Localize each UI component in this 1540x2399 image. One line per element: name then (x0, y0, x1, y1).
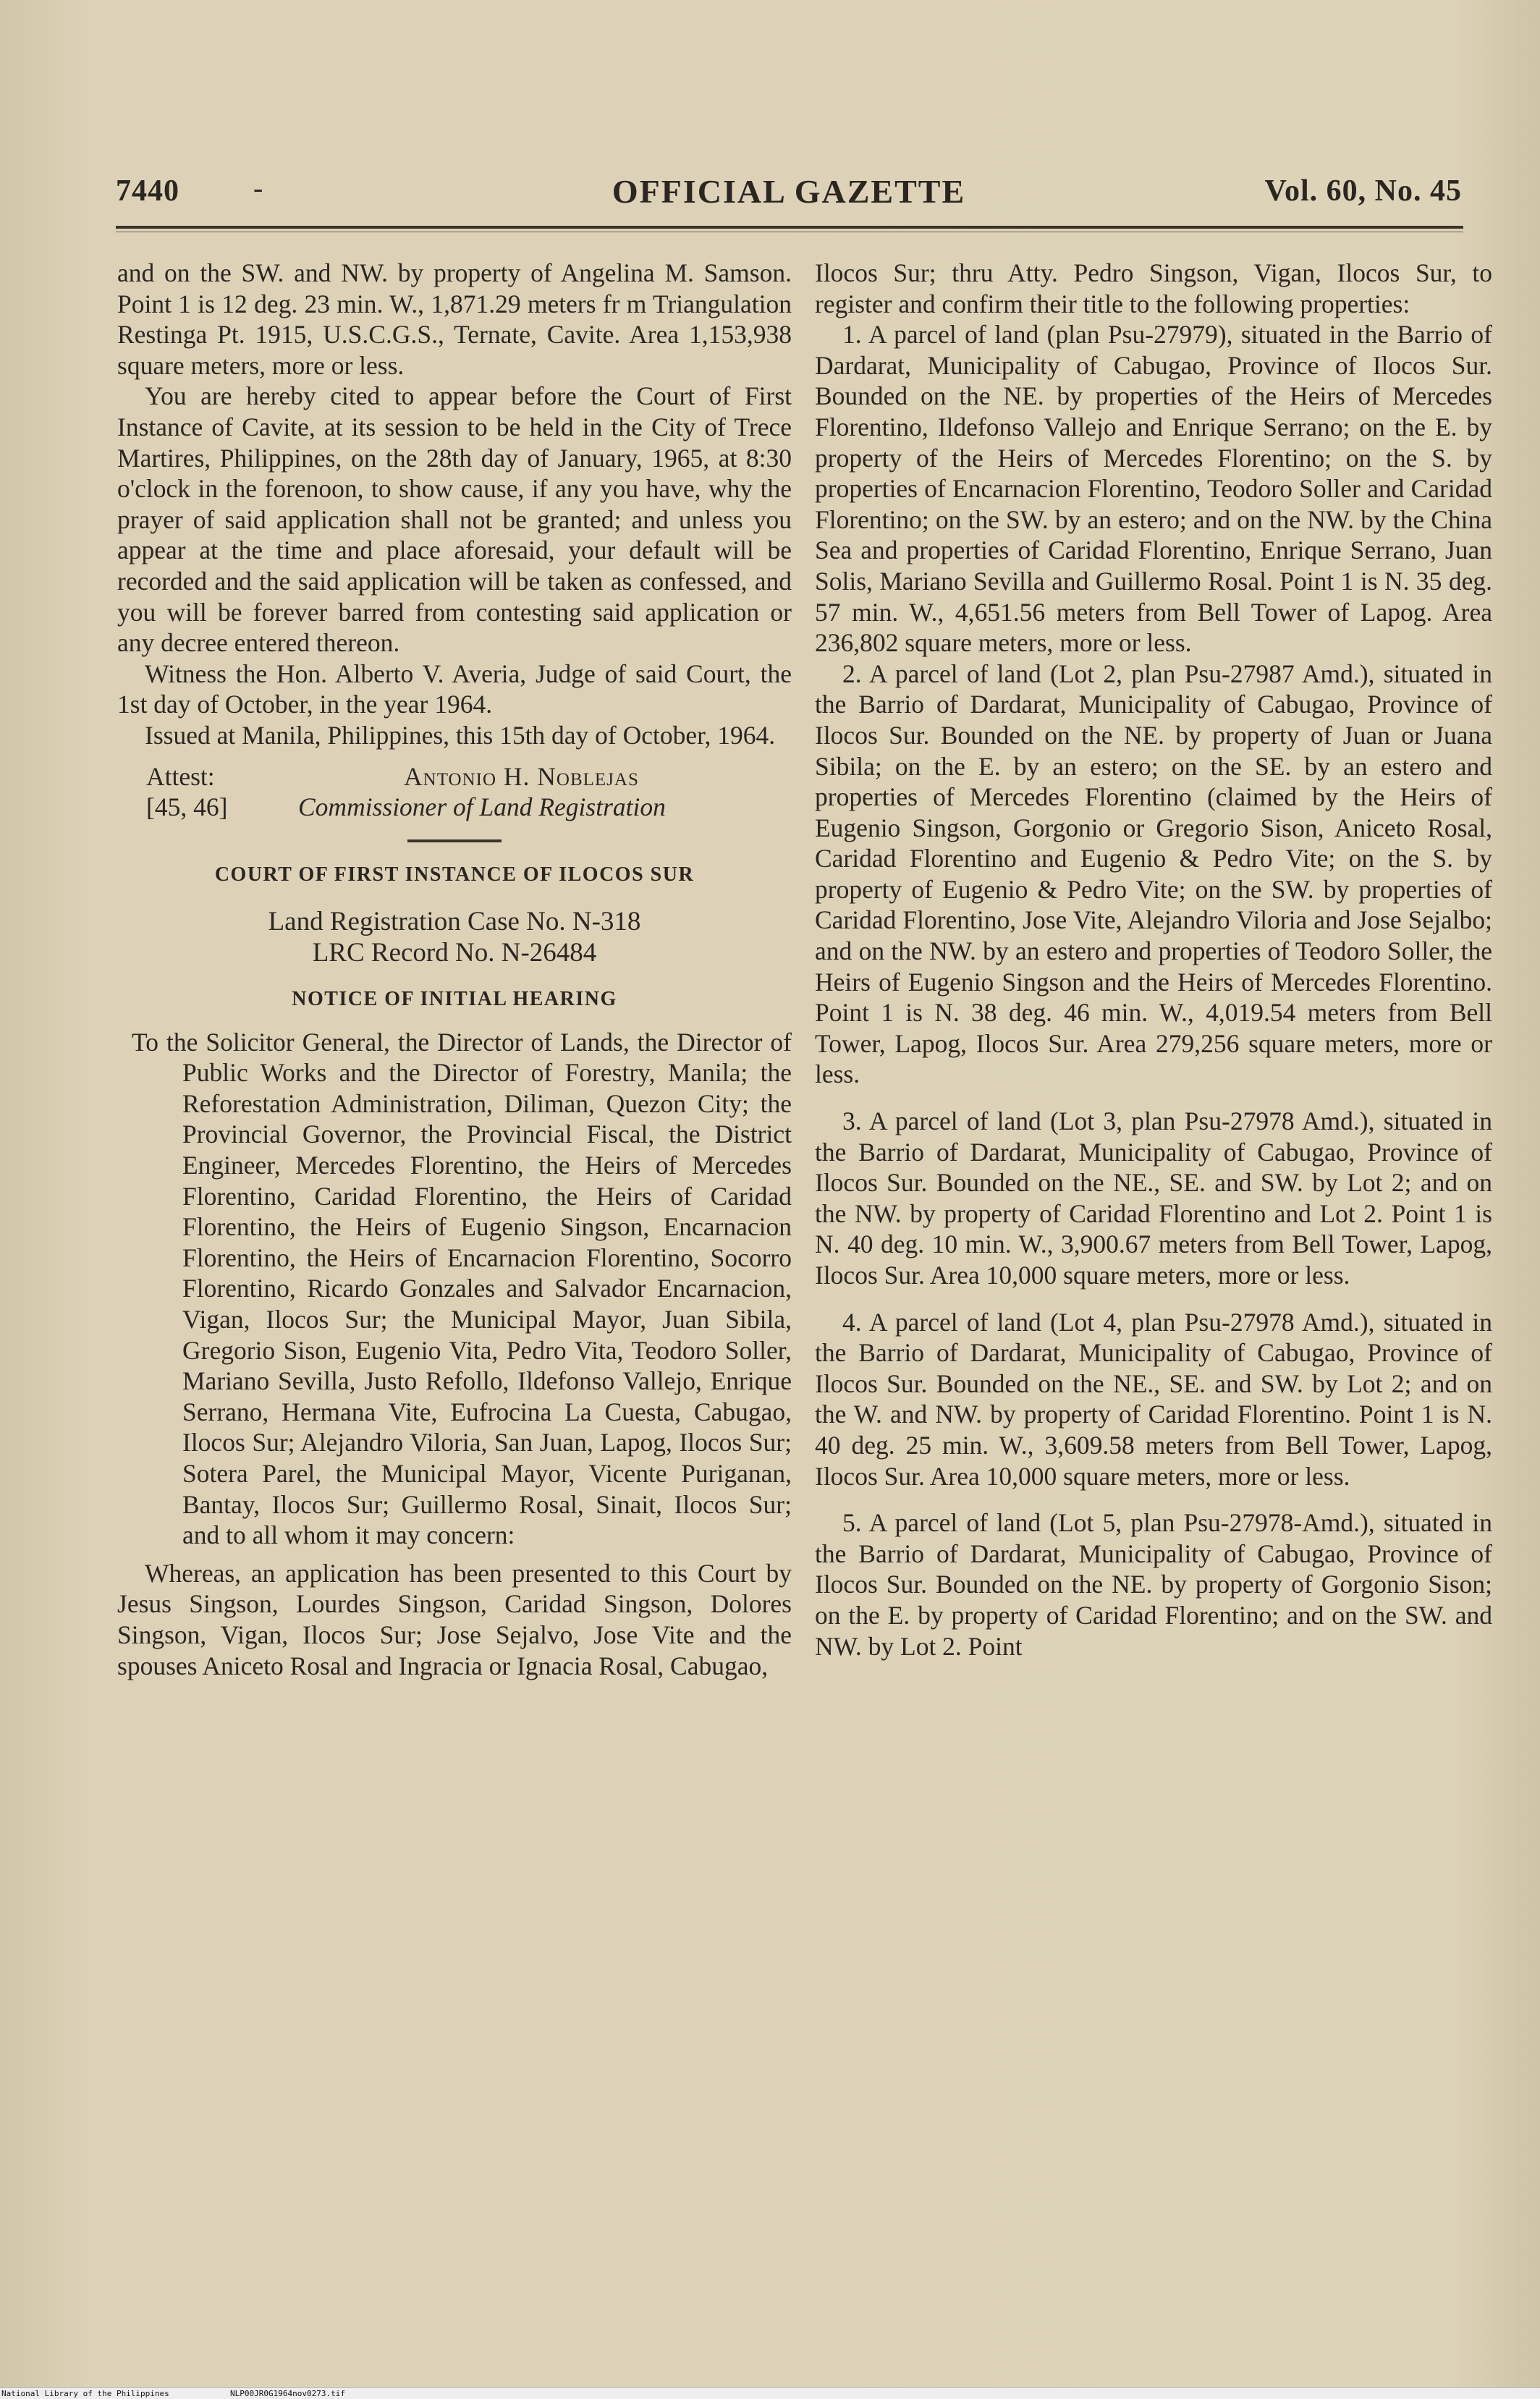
parcel-4-paragraph: 4. A parcel of land (Lot 4, plan Psu-27978 Amd.), situated in the Barrio of Dardarat, Municipality of Cabugao, Province of Ilocos Sur. Bounded on the NE., SE. and SW. by Lot 2; and on the W. and NW. by property of Caridad Florentino. Point 1 is N. 40 deg. 25 min. W., 3,609.58 meters from Bell Tower, Lapog, Ilocos Sur. Area 10,000 square meters, more or less. (815, 1307, 1492, 1491)
left-column (117, 258, 792, 1681)
attest-label: Attest: (146, 761, 215, 791)
addressees-paragraph: To the Solicitor General, the Director of Lands, the Director of Public Works and the Director of Forestry, Manila; the Reforestation Administration, Diliman, Quezon City; the Provincial Governor, the Provincial Fiscal, the District Engineer, Mercedes Florentino, the Heirs of Mercedes Florentino, Caridad Florentino, the Heirs of Caridad Florentino, the Heirs of Eugenio Singson, Encarnacion Florentino, the Heirs of Encarnacion Florentino, Socorro Florentino, Ricardo Gonzales and Salvador Encarnacion, Vigan, Ilocos Sur; the Municipal Mayor, Juan Sibila, Gregorio Sison, Eugenio Vita, Pedro Vita, Teodoro Soller, Mariano Sevilla, Justo Refollo, Ildefonso Vallejo, Enrique Serrano, Hermana Vite, Eufrocina La Cuesta, Cabugao, Ilocos Sur; Alejandro Viloria, San Juan, Lapog, Ilocos Sur; Sotera Parel, the Municipal Mayor, Vicente Puriganan, Bantay, Ilocos Sur; Guillermo Rosal, Sinait, Ilocos Sur; and to all whom it may concern: (132, 1027, 792, 1550)
attestation-block (117, 761, 792, 825)
page-header (116, 166, 1462, 217)
paragraph-applicants-continued: Ilocos Sur; thru Atty. Pedro Singson, Vigan, Ilocos Sur, to register and confirm their title to the following properties: (815, 258, 1492, 318)
paragraph-land-description: and on the SW. and NW. by property of Angelina M. Samson. Point 1 is 12 deg. 23 min. W., 1,871.29 meters fr m Triangulation Restinga Pt. 1915, U.S.C.G.S., Ternate, Cavite. Area 1,153,938 square meters, more or less. (117, 258, 792, 380)
court-heading: COURT OF FIRST INSTANCE OF ILOCOS SUR (214, 863, 695, 886)
parcel-3-paragraph: 3. A parcel of land (Lot 3, plan Psu-27978 Amd.), situated in the Barrio of Dardarat, Municipality of Cabugao, Province of Ilocos Sur. Bounded on the NE., SE. and SW. by Lot 2; and on the NW. by property of Caridad Florentino and Lot 2. Point 1 is N. 40 deg. 10 min. W., 3,900.67 meters from Bell Tower, Lapog, Ilocos Sur. Area 10,000 square meters, more or less. (815, 1107, 1492, 1290)
header-rule (116, 226, 1463, 229)
header-dash: - (253, 172, 263, 204)
paragraph-citation: You are hereby cited to appear before the Court of First Instance of Cavite, at its session to be held in the City of Trece Martires, Philippines, on the 28th day of January, 1965, at 8:30 o'clock in the forenoon, to show cause, if any you have, why the prayer of said application shall not be granted; and unless you appear at the time and place aforesaid, your default will be recorded and the said application will be taken as confessed, and you will be forever barred from contesting said application or any decree entered thereon. (117, 381, 792, 658)
paragraph-issued: Issued at Manila, Philippines, this 15th day of October, 1964. (145, 720, 776, 750)
parcel-1-paragraph: 1. A parcel of land (plan Psu-27979), situated in the Barrio of Dardarat, Municipality of Cabugao, Province of Ilocos Sur. Bounded on the NE. by properties of the Heirs of Mercedes Florentino, Ildefonso Vallejo and Enrique Serrano; on the E. by property of the Heirs of Mercedes Florentino; on the S. by properties of Encarnacion Florentino, Teodoro Soller and Caridad Florentino; on the SW. by an estero; and on the NW. by the China Sea and properties of Caridad Florentino, Enrique Serrano, Juan Solis, Mariano Sevilla and Guillermo Rosal. Point 1 is N. 35 deg. 57 min. W., 4,651.56 meters from Bell Tower of Lapog. Area 236,802 square meters, more or less. (815, 320, 1492, 658)
paragraph-witness: Witness the Hon. Alberto V. Averia, Judge of said Court, the 1st day of October, in the year 1964. (117, 659, 792, 719)
whereas-paragraph: Whereas, an application has been presented to this Court by Jesus Singson, Lourdes Singson, Caridad Singson, Dolores Singson, Vigan, Ilocos Sur; Jose Sejalvo, Jose Vite and the spouses Aniceto Rosal and Ingracia or Ignacia Rosal, Cabugao, (117, 1558, 792, 1680)
page-number: 7440 (116, 174, 179, 208)
volume-number: Vol. 60, No. 45 (1264, 174, 1462, 208)
signatory-title: Commissioner of Land Registration (298, 792, 666, 821)
right-column (815, 258, 1492, 1662)
scan-filename: NLP00JR0G1964nov0273.tif (230, 2389, 345, 2398)
notice-heading: NOTICE OF INITIAL HEARING (292, 988, 617, 1011)
parcel-2-paragraph: 2. A parcel of land (Lot 2, plan Psu-27987 Amd.), situated in the Barrio of Dardarat, Municipality of Cabugao, Province of Ilocos Sur. Bounded on the NE. by property of Juan or Juana Sibila; on the E. by an estero; on the SE. by an estero and properties of Mercedes Florentino (claimed by the Heirs of Eugenio Singson, Gorgonio or Gregorio Sison, Aniceto Rosal, Caridad Florentino and Eugenio & Pedro Vite; on the S. by property of Eugenio & Pedro Vite; on the SW. by properties of Caridad Florentino, Jose Vite, Alejandro Viloria and Jose Sejalbo; and on the NW. by an estero and properties of Teodoro Soller, the Heirs of Eugenio Singson and the Heirs of Mercedes Florentino. Point 1 is N. 38 deg. 46 min. W., 4,019.54 meters from Bell Tower, Lapog, Ilocos Sur. Area 279,256 square meters, more or less. (815, 659, 1492, 1089)
section-divider (407, 839, 502, 842)
attest-reference: [45, 46] (146, 792, 228, 821)
case-number: Land Registration Case No. N-318 (268, 907, 641, 937)
publication-title: OFFICIAL GAZETTE (612, 173, 966, 210)
record-number: LRC Record No. N-26484 (312, 938, 597, 968)
library-credit: National Library of the Philippines (1, 2389, 169, 2398)
scan-footer (0, 2387, 1540, 2399)
signatory-name: Antonio H. Noblejas (404, 761, 639, 791)
parcel-5-paragraph: 5. A parcel of land (Lot 5, plan Psu-27978-Amd.), situated in the Barrio of Dardarat, Municipality of Cabugao, Province of Ilocos Sur. Bounded on the NE. by property of Gorgonio Sison; on the E. by property of Caridad Florentino; and on the SW. and NW. by Lot 2. Point (815, 1508, 1492, 1661)
